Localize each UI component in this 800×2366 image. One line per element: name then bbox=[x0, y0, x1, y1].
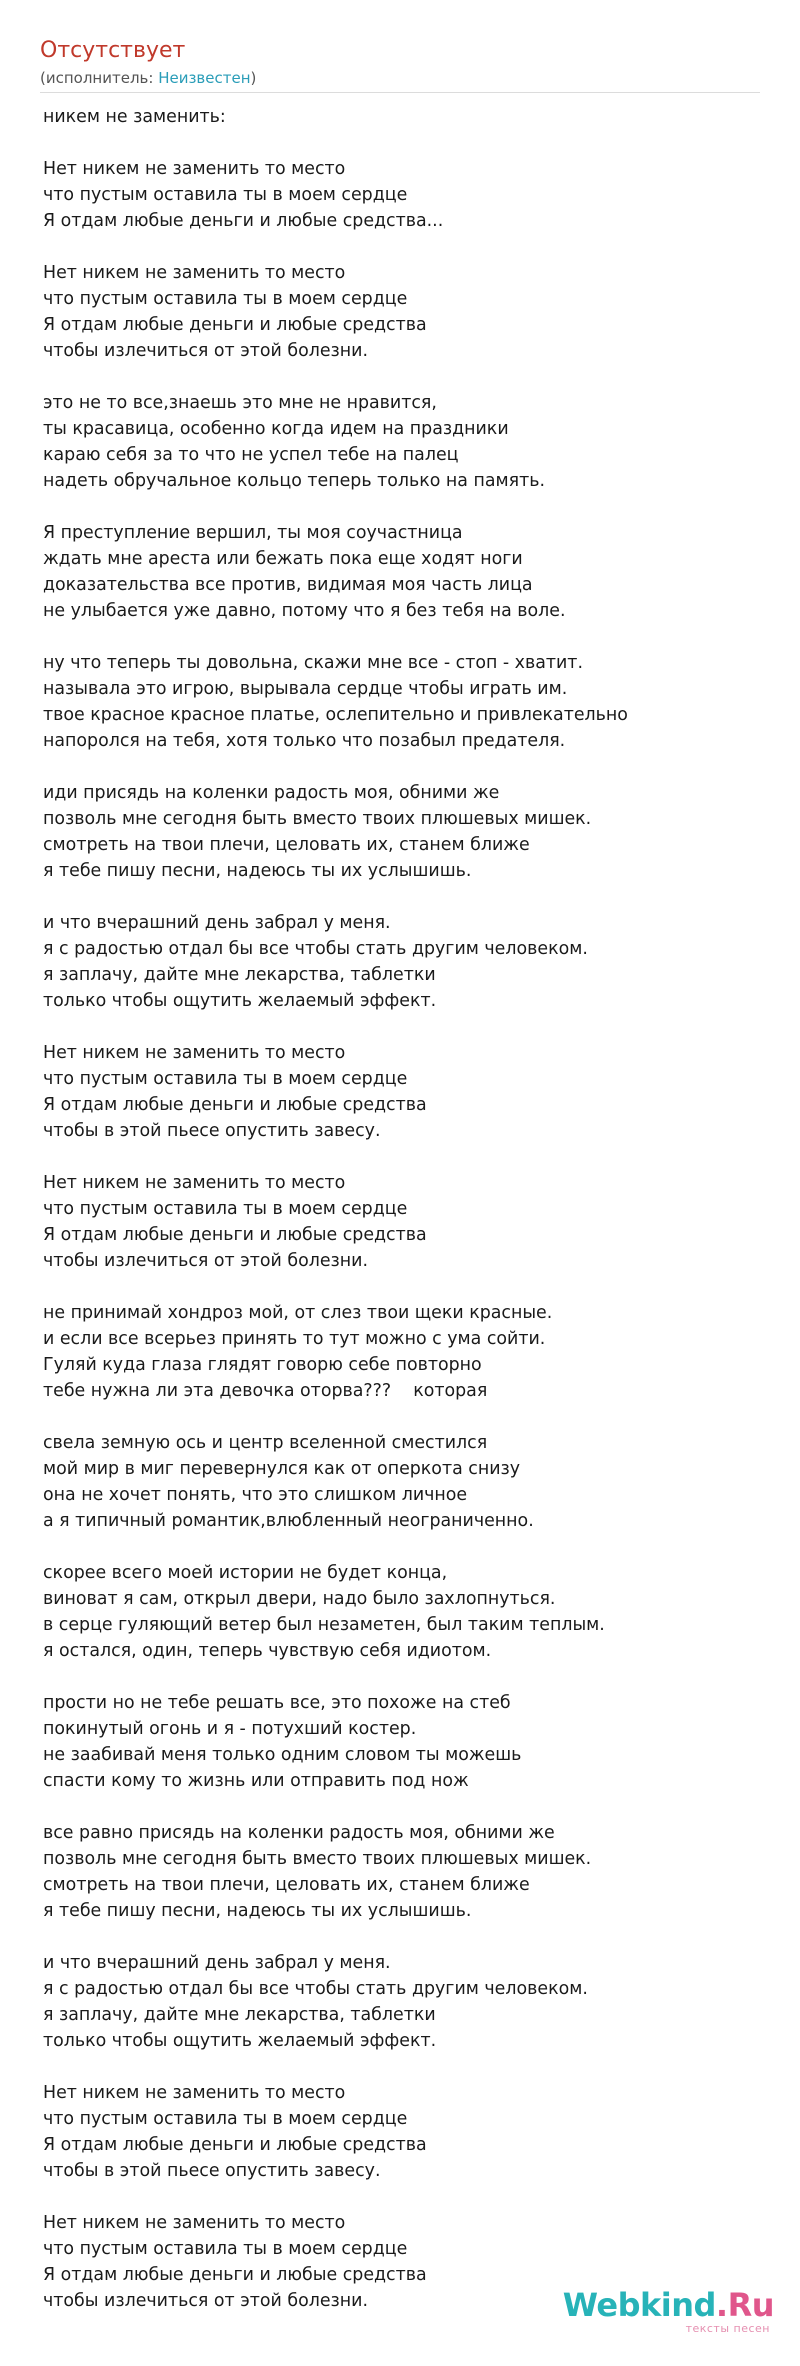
lyric-line: а я типичный романтик,влюбленный неограниченно. bbox=[43, 1511, 534, 1531]
lyric-line: она не хочет понять, что это слишком личное bbox=[43, 1485, 468, 1505]
lyric-line: напоролся на тебя, хотя только что позабыл предателя. bbox=[43, 731, 566, 751]
lyric-line: чтобы излечиться от этой болезни. bbox=[43, 2291, 368, 2311]
lyric-line: что пустым оставила ты в моем сердце bbox=[43, 1069, 408, 1089]
lyric-line: и что вчерашний день забрал у меня. bbox=[43, 1953, 391, 1973]
brand-logo-text bbox=[563, 2286, 774, 2324]
brand-tld: .Ru bbox=[715, 2286, 774, 2324]
artist-link[interactable]: Неизвестен bbox=[158, 69, 251, 87]
lyric-line: смотреть на твои плечи, целовать их, станем ближе bbox=[43, 1875, 530, 1895]
stanza-gap bbox=[43, 2054, 763, 2080]
lyric-line: я остался, один, теперь чувствую себя идиотом. bbox=[43, 1641, 492, 1661]
lyric-line: в серце гуляющий ветер был незаметен, был таким теплым. bbox=[43, 1615, 605, 1635]
lyric-line: я с радостью отдал бы все чтобы стать другим человеком. bbox=[43, 939, 588, 959]
lyric-line: я с радостью отдал бы все чтобы стать другим человеком. bbox=[43, 1979, 588, 1999]
stanza-gap bbox=[43, 1664, 763, 1690]
stanza-gap bbox=[43, 1534, 763, 1560]
stanza-gap bbox=[43, 1924, 763, 1950]
lyric-line: не заабивай меня только одним словом ты можешь bbox=[43, 1745, 522, 1765]
lyric-line: Я отдам любые деньги и любые средства... bbox=[43, 211, 444, 231]
lyric-line: чтобы в этой пьесе опустить завесу. bbox=[43, 2161, 381, 2181]
lyric-line: не принимай хондроз мой, от слез твои щеки красные. bbox=[43, 1303, 553, 1323]
lyric-line: мой мир в миг перевернулся как от оперкота снизу bbox=[43, 1459, 521, 1479]
stanza-gap bbox=[43, 754, 763, 780]
lyric-line: все равно присядь на коленки радость моя, обними же bbox=[43, 1823, 555, 1843]
lyric-line: покинутый огонь и я - потухший костер. bbox=[43, 1719, 417, 1739]
lyric-line: ты красавица, особенно когда идем на праздники bbox=[43, 419, 509, 439]
stanza-gap bbox=[43, 1794, 763, 1820]
stanza-gap bbox=[43, 130, 763, 156]
stanza-gap bbox=[43, 1404, 763, 1430]
lyric-line: чтобы в этой пьесе опустить завесу. bbox=[43, 1121, 381, 1141]
stanza-gap bbox=[43, 234, 763, 260]
lyric-line: Я отдам любые деньги и любые средства bbox=[43, 1225, 427, 1245]
header-divider bbox=[40, 92, 760, 93]
lyric-line: караю себя за то что не успел тебе на палец bbox=[43, 445, 459, 465]
lyric-line: что пустым оставила ты в моем сердце bbox=[43, 2109, 408, 2129]
lyric-line: только чтобы ощутить желаемый эффект. bbox=[43, 2031, 437, 2051]
lyric-line: надеть обручальное кольцо теперь только на память. bbox=[43, 471, 545, 491]
lyric-line: я тебе пишу песни, надеюсь ты их услышишь. bbox=[43, 1901, 472, 1921]
lyric-line: Нет никем не заменить то место bbox=[43, 2213, 346, 2233]
lyric-line: что пустым оставила ты в моем сердце bbox=[43, 1199, 408, 1219]
lyric-line: никем не заменить: bbox=[43, 107, 226, 127]
lyric-line: ну что теперь ты довольна, скажи мне все - стоп - хватит. bbox=[43, 653, 583, 673]
lyric-line: называла это игрою, вырывала сердце чтобы играть им. bbox=[43, 679, 568, 699]
lyric-line: чтобы излечиться от этой болезни. bbox=[43, 1251, 368, 1271]
performer-line bbox=[40, 68, 760, 88]
song-title: Отсутствует bbox=[40, 38, 186, 63]
lyric-line: Я преступление вершил, ты моя соучастница bbox=[43, 523, 463, 543]
stanza-gap bbox=[43, 884, 763, 910]
lyric-line: я тебе пишу песни, надеюсь ты их услышишь. bbox=[43, 861, 472, 881]
lyric-line: иди присядь на коленки радость моя, обними же bbox=[43, 783, 500, 803]
song-header bbox=[40, 36, 760, 88]
lyric-line: Я отдам любые деньги и любые средства bbox=[43, 2265, 427, 2285]
stanza-gap bbox=[43, 1274, 763, 1300]
stanza-gap bbox=[43, 364, 763, 390]
stanza-gap bbox=[43, 624, 763, 650]
stanza-gap bbox=[43, 1144, 763, 1170]
lyric-line: только чтобы ощутить желаемый эффект. bbox=[43, 991, 437, 1011]
lyric-line: Я отдам любые деньги и любые средства bbox=[43, 1095, 427, 1115]
lyric-line: скорее всего моей истории не будет конца, bbox=[43, 1563, 448, 1583]
lyric-line: позволь мне сегодня быть вместо твоих плюшевых мишек. bbox=[43, 809, 592, 829]
lyric-line: это не то все,знаешь это мне не нравится, bbox=[43, 393, 437, 413]
stanza-gap bbox=[43, 494, 763, 520]
site-watermark-logo bbox=[562, 2286, 774, 2342]
stanza-gap bbox=[43, 1014, 763, 1040]
lyric-line: виноват я сам, открыл двери, надо было захлопнуться. bbox=[43, 1589, 556, 1609]
lyrics-body bbox=[43, 104, 763, 2314]
lyric-line: что пустым оставила ты в моем сердце bbox=[43, 185, 408, 205]
lyric-line: я заплачу, дайте мне лекарства, таблетки bbox=[43, 965, 436, 985]
lyric-line: доказательства все против, видимая моя часть лица bbox=[43, 575, 533, 595]
lyric-line: я заплачу, дайте мне лекарства, таблетки bbox=[43, 2005, 436, 2025]
lyric-line: что пустым оставила ты в моем сердце bbox=[43, 289, 408, 309]
lyric-line: ждать мне ареста или бежать пока еще ходят ноги bbox=[43, 549, 523, 569]
lyric-line: прости но не тебе решать все, это похоже на стеб bbox=[43, 1693, 511, 1713]
performer-prefix: (исполнитель: bbox=[40, 69, 159, 87]
lyric-line: свела земную ось и центр вселенной сместился bbox=[43, 1433, 488, 1453]
lyric-line: что пустым оставила ты в моем сердце bbox=[43, 2239, 408, 2259]
lyric-line: и что вчерашний день забрал у меня. bbox=[43, 913, 391, 933]
lyric-line: спасти кому то жизнь или отправить под нож bbox=[43, 1771, 469, 1791]
lyric-line: позволь мне сегодня быть вместо твоих плюшевых мишек. bbox=[43, 1849, 592, 1869]
brand-tagline: тексты песен bbox=[685, 2322, 770, 2335]
lyric-line: Гуляй куда глаза глядят говорю себе повторно bbox=[43, 1355, 482, 1375]
lyric-line: твое красное красное платье, ослепительно и привлекательно bbox=[43, 705, 628, 725]
lyric-line: Я отдам любые деньги и любые средства bbox=[43, 315, 427, 335]
lyric-line: тебе нужна ли эта девочка оторва??? которая bbox=[43, 1381, 488, 1401]
lyric-line: смотреть на твои плечи, целовать их, станем ближе bbox=[43, 835, 530, 855]
lyric-line: и если все всерьез принять то тут можно с ума сойти. bbox=[43, 1329, 546, 1349]
lyric-line: Нет никем не заменить то место bbox=[43, 1173, 346, 1193]
lyric-line: не улыбается уже давно, потому что я без тебя на воле. bbox=[43, 601, 566, 621]
performer-suffix: ) bbox=[250, 69, 257, 87]
brand-name: Webkind bbox=[562, 2286, 716, 2324]
lyric-line: Нет никем не заменить то место bbox=[43, 2083, 346, 2103]
lyric-line: Нет никем не заменить то место bbox=[43, 159, 346, 179]
lyric-line: Нет никем не заменить то место bbox=[43, 1043, 346, 1063]
stanza-gap bbox=[43, 2184, 763, 2210]
lyric-line: Я отдам любые деньги и любые средства bbox=[43, 2135, 427, 2155]
lyric-line: чтобы излечиться от этой болезни. bbox=[43, 341, 368, 361]
lyric-line: Нет никем не заменить то место bbox=[43, 263, 346, 283]
